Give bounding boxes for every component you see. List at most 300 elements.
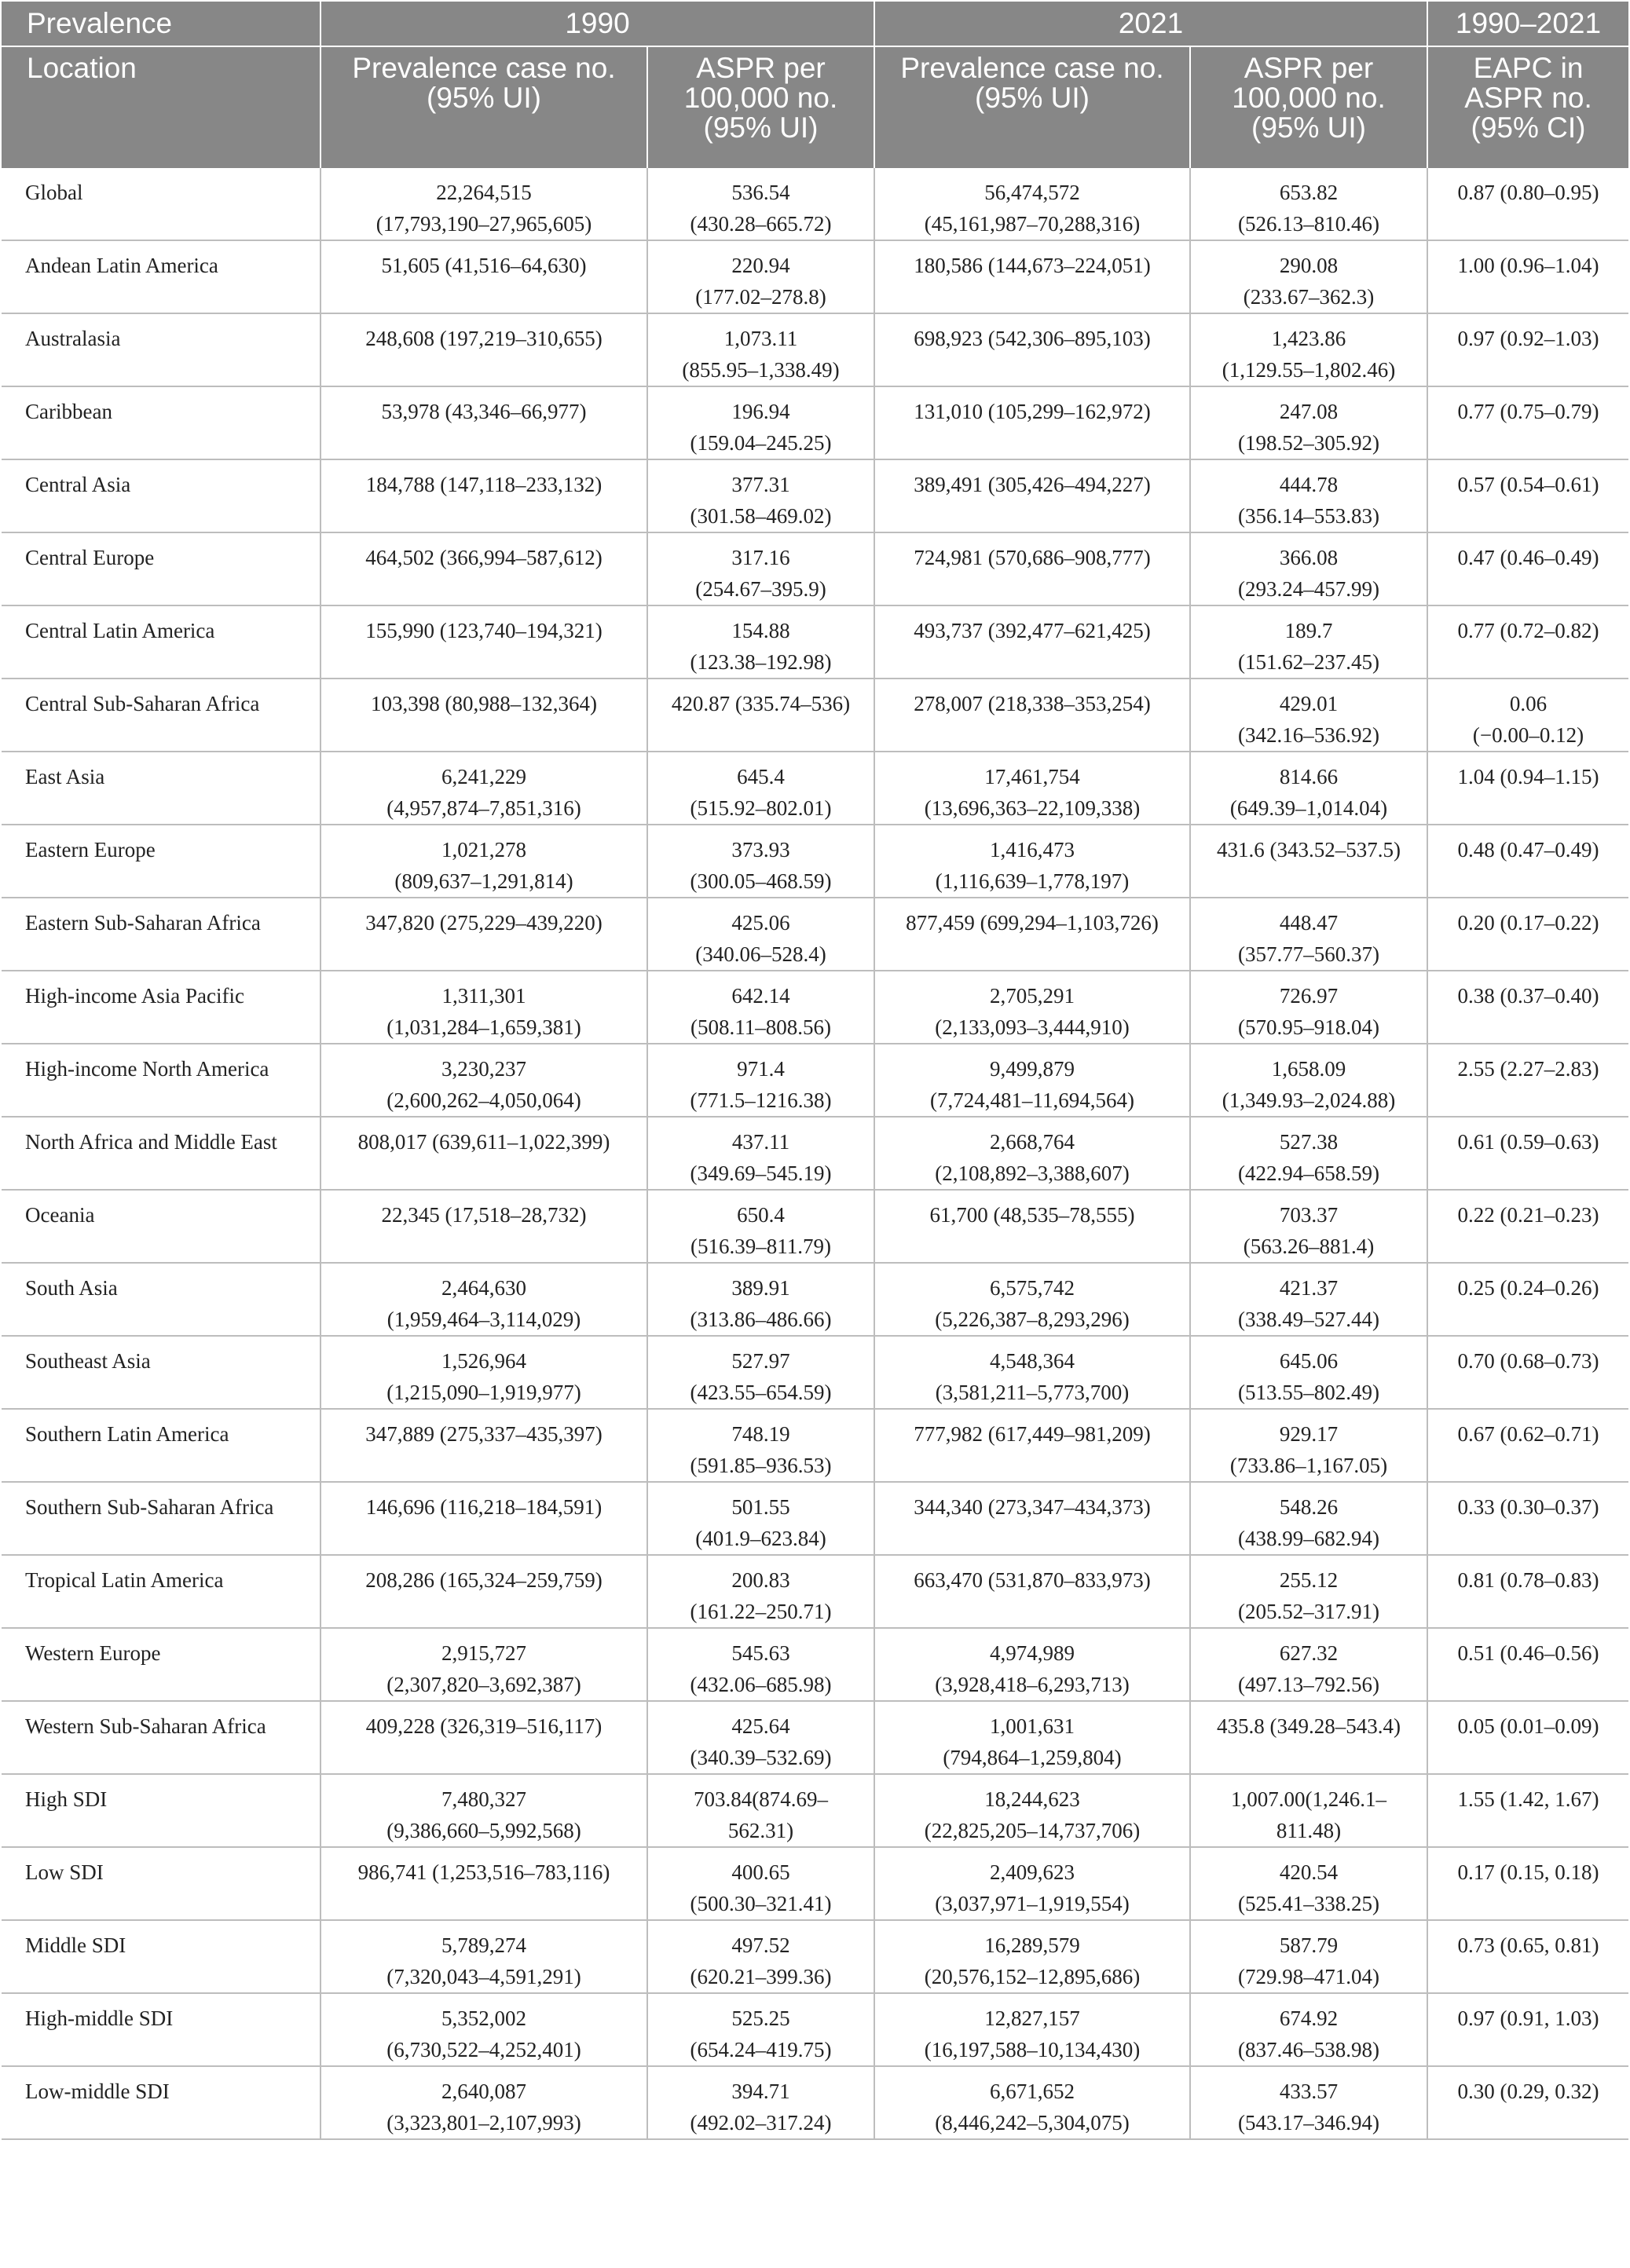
- cell-line: 425.64: [731, 1714, 790, 1738]
- cell-location: Caribbean: [2, 386, 321, 459]
- header-line: (95% UI): [975, 82, 1090, 114]
- cell-cases-2021: [874, 1263, 1190, 1336]
- cell-line: 2.55 (2.27–2.83): [1457, 1057, 1599, 1081]
- cell-line: (2,133,093–3,444,910): [935, 1015, 1130, 1039]
- cell-line: (733.86–1,167.05): [1229, 1454, 1388, 1477]
- cell-location: Southern Latin America: [2, 1409, 321, 1482]
- header-line: 100,000 no.: [1232, 82, 1386, 114]
- cell-eapc: [1427, 1701, 1628, 1774]
- cell-line: (515.92–802.01): [690, 796, 832, 820]
- cell-line: 409,228 (326,319–516,117): [365, 1714, 603, 1738]
- cell-line: 22,264,515: [436, 181, 532, 204]
- header-eapc: [1427, 46, 1628, 168]
- cell-eapc: [1427, 825, 1628, 898]
- cell-line: 1,001,631: [990, 1714, 1075, 1738]
- cell-aspr-1990: [647, 752, 874, 825]
- cell-aspr-2021: [1190, 679, 1427, 752]
- table-row: [2, 1117, 1628, 1190]
- cell-line: 674.92: [1279, 2006, 1339, 2030]
- cell-line: 663,470 (531,870–833,973): [914, 1568, 1151, 1592]
- cell-line: (570.95–918.04): [1238, 1015, 1379, 1039]
- cell-line: (516.39–811.79): [690, 1235, 831, 1258]
- table-row: [2, 240, 1628, 313]
- cell-line: (5,226,387–8,293,296): [935, 1308, 1130, 1331]
- cell-line: 437.11: [731, 1130, 790, 1154]
- cell-aspr-2021: [1190, 313, 1427, 386]
- cell-line: 0.17 (0.15, 0.18): [1457, 1860, 1599, 1884]
- cell-line: 0.47 (0.46–0.49): [1457, 546, 1599, 569]
- cell-line: 389,491 (305,426–494,227): [914, 473, 1151, 496]
- cell-aspr-2021: [1190, 1628, 1427, 1701]
- cell-line: 2,705,291: [990, 984, 1075, 1008]
- cell-line: (526.13–810.46): [1238, 212, 1379, 236]
- cell-cases-2021: [874, 1774, 1190, 1847]
- cell-cases-2021: [874, 1847, 1190, 1920]
- cell-cases-1990: [321, 1190, 647, 1263]
- cell-line: 464,502 (366,994–587,612): [365, 546, 603, 569]
- table-row: [2, 313, 1628, 386]
- cell-cases-1990: [321, 1263, 647, 1336]
- cell-line: 1,658.09: [1271, 1057, 1346, 1081]
- table-row: [2, 898, 1628, 971]
- cell-eapc: [1427, 386, 1628, 459]
- cell-line: (4,957,874–7,851,316): [386, 796, 581, 820]
- cell-line: 2,464,630: [441, 1276, 526, 1300]
- cell-eapc: [1427, 1409, 1628, 1482]
- prevalence-table: [2, 2, 1628, 2140]
- cell-eapc: [1427, 240, 1628, 313]
- cell-line: 0.48 (0.47–0.49): [1457, 838, 1599, 861]
- cell-line: 2,915,727: [441, 1641, 526, 1665]
- cell-line: 724,981 (570,686–908,777): [914, 546, 1151, 569]
- cell-aspr-1990: [647, 313, 874, 386]
- cell-line: (809,637–1,291,814): [394, 869, 573, 893]
- cell-aspr-2021: [1190, 168, 1427, 240]
- cell-line: (198.52–305.92): [1238, 431, 1379, 455]
- cell-cases-1990: [321, 1336, 647, 1409]
- cell-cases-2021: [874, 971, 1190, 1044]
- cell-location: East Asia: [2, 752, 321, 825]
- cell-line: (430.28–665.72): [690, 212, 832, 236]
- cell-line: 536.54: [731, 181, 790, 204]
- cell-line: 433.57: [1279, 2080, 1339, 2103]
- cell-line: (293.24–457.99): [1238, 577, 1379, 601]
- cell-line: 1.00 (0.96–1.04): [1457, 254, 1599, 277]
- table-header: [2, 2, 1628, 168]
- cell-aspr-1990: [647, 1774, 874, 1847]
- cell-line: (2,600,262–4,050,064): [386, 1088, 581, 1112]
- cell-line: 0.05 (0.01–0.09): [1457, 1714, 1599, 1738]
- cell-cases-2021: [874, 459, 1190, 532]
- table-row: [2, 1847, 1628, 1920]
- header-line: 100,000 no.: [683, 82, 838, 114]
- cell-line: (342.16–536.92): [1238, 723, 1379, 747]
- cell-aspr-2021: [1190, 1263, 1427, 1336]
- cell-line: 220.94: [731, 254, 790, 277]
- cell-line: (123.38–192.98): [690, 650, 832, 674]
- cell-line: (3,581,211–5,773,700): [935, 1381, 1130, 1404]
- cell-line: 703.37: [1279, 1203, 1339, 1227]
- cell-line: 61,700 (48,535–78,555): [929, 1203, 1135, 1227]
- cell-line: 377.31: [731, 473, 790, 496]
- cell-line: (9,386,660–5,992,568): [386, 1819, 581, 1842]
- cell-line: 0.51 (0.46–0.56): [1457, 1641, 1599, 1665]
- cell-line: (3,323,801–2,107,993): [386, 2111, 581, 2134]
- cell-line: (17,793,190–27,965,605): [375, 212, 592, 236]
- cell-line: 448.47: [1279, 911, 1339, 935]
- cell-cases-1990: [321, 532, 647, 605]
- cell-line: 9,499,879: [990, 1057, 1075, 1081]
- cell-line: 200.83: [731, 1568, 790, 1592]
- cell-cases-2021: [874, 1409, 1190, 1482]
- cell-line: (492.02–317.24): [690, 2111, 832, 2134]
- cell-cases-2021: [874, 898, 1190, 971]
- cell-line: 6,241,229: [441, 765, 526, 788]
- header-group-1990: 1990: [321, 2, 874, 46]
- cell-line: (349.69–545.19): [690, 1161, 832, 1185]
- cell-cases-2021: [874, 1117, 1190, 1190]
- cell-aspr-2021: [1190, 1482, 1427, 1555]
- cell-line: (301.58–469.02): [690, 504, 832, 528]
- cell-line: 1.04 (0.94–1.15): [1457, 765, 1599, 788]
- cell-location: Oceania: [2, 1190, 321, 1263]
- cell-eapc: [1427, 971, 1628, 1044]
- cell-cases-2021: [874, 313, 1190, 386]
- table-row: [2, 1044, 1628, 1117]
- cell-line: (356.14–553.83): [1238, 504, 1379, 528]
- cell-line: (161.22–250.71): [690, 1600, 832, 1623]
- table-row: [2, 386, 1628, 459]
- cell-line: 0.97 (0.91, 1.03): [1457, 2006, 1599, 2030]
- cell-line: 0.22 (0.21–0.23): [1457, 1203, 1599, 1227]
- cell-cases-1990: [321, 1117, 647, 1190]
- cell-line: 317.16: [731, 546, 790, 569]
- cell-aspr-2021: [1190, 2066, 1427, 2139]
- cell-line: 501.55: [731, 1495, 790, 1519]
- cell-line: 56,474,572: [984, 181, 1080, 204]
- cell-line: (8,446,242–5,304,075): [935, 2111, 1130, 2134]
- cell-line: (513.55–802.49): [1238, 1381, 1379, 1404]
- cell-line: 155,990 (123,740–194,321): [365, 619, 603, 642]
- cell-cases-2021: [874, 532, 1190, 605]
- cell-line: (497.13–792.56): [1238, 1673, 1379, 1696]
- cell-eapc: [1427, 1847, 1628, 1920]
- cell-aspr-1990: [647, 1847, 874, 1920]
- cell-cases-2021: [874, 1993, 1190, 2066]
- cell-aspr-1990: [647, 1263, 874, 1336]
- table-row: [2, 1482, 1628, 1555]
- cell-line: 196.94: [731, 400, 790, 423]
- header-aspr-1990: [647, 46, 874, 168]
- header-line: ASPR per: [1244, 52, 1374, 84]
- table-row: [2, 1774, 1628, 1847]
- header-row-groups: [2, 2, 1628, 46]
- cell-location: Low-middle SDI: [2, 2066, 321, 2139]
- cell-line: (254.67–395.9): [695, 577, 826, 601]
- cell-line: 18,244,623: [984, 1787, 1080, 1811]
- cell-line: (422.94–658.59): [1238, 1161, 1379, 1185]
- cell-aspr-2021: [1190, 1409, 1427, 1482]
- cell-aspr-2021: [1190, 971, 1427, 1044]
- cell-cases-2021: [874, 2066, 1190, 2139]
- cell-cases-1990: [321, 605, 647, 679]
- cell-line: (1,215,090–1,919,977): [386, 1381, 581, 1404]
- cell-line: 4,974,989: [990, 1641, 1075, 1665]
- cell-cases-1990: [321, 168, 647, 240]
- cell-line: (151.62–237.45): [1238, 650, 1379, 674]
- cell-line: 1,073.11: [723, 327, 798, 350]
- header-line: Prevalence case no.: [352, 52, 616, 84]
- cell-line: (13,696,363–22,109,338): [924, 796, 1141, 820]
- cell-line: 877,459 (699,294–1,103,726): [906, 911, 1159, 935]
- cell-cases-2021: [874, 1701, 1190, 1774]
- cell-line: (654.24–419.75): [690, 2038, 832, 2061]
- table-row: [2, 1555, 1628, 1628]
- cell-eapc: [1427, 898, 1628, 971]
- header-prevalence: Prevalence: [2, 2, 321, 46]
- cell-aspr-1990: [647, 240, 874, 313]
- cell-line: (525.41–338.25): [1238, 1892, 1379, 1915]
- cell-cases-1990: [321, 313, 647, 386]
- cell-cases-1990: [321, 1555, 647, 1628]
- cell-line: 0.25 (0.24–0.26): [1457, 1276, 1599, 1300]
- cell-line: (−0.00–0.12): [1472, 723, 1584, 747]
- table-row: [2, 1336, 1628, 1409]
- cell-location: High SDI: [2, 1774, 321, 1847]
- cell-line: 290.08: [1279, 254, 1339, 277]
- cell-line: 16,289,579: [984, 1933, 1080, 1957]
- cell-cases-1990: [321, 1847, 647, 1920]
- cell-line: 278,007 (218,338–353,254): [914, 692, 1151, 715]
- cell-line: 527.97: [731, 1349, 790, 1373]
- cell-aspr-2021: [1190, 1117, 1427, 1190]
- cell-aspr-1990: [647, 1628, 874, 1701]
- cell-cases-1990: [321, 386, 647, 459]
- cell-aspr-2021: [1190, 752, 1427, 825]
- cell-cases-2021: [874, 1482, 1190, 1555]
- cell-line: (205.52–317.91): [1238, 1600, 1379, 1623]
- cell-location: Eastern Sub-Saharan Africa: [2, 898, 321, 971]
- cell-line: (20,576,152–12,895,686): [924, 1965, 1141, 1988]
- cell-line: 366.08: [1279, 546, 1339, 569]
- cell-line: (159.04–245.25): [690, 431, 832, 455]
- table-body: [2, 168, 1628, 2139]
- cell-line: 53,978 (43,346–66,977): [381, 400, 587, 423]
- cell-line: (401.9–623.84): [695, 1527, 826, 1550]
- cell-line: 0.57 (0.54–0.61): [1457, 473, 1599, 496]
- cell-line: 986,741 (1,253,516–783,116): [357, 1860, 610, 1884]
- cell-line: (177.02–278.8): [695, 285, 826, 309]
- cell-cases-2021: [874, 168, 1190, 240]
- cell-line: 2,409,623: [990, 1860, 1075, 1884]
- cell-line: 0.81 (0.78–0.83): [1457, 1568, 1599, 1592]
- cell-line: 103,398 (80,988–132,364): [371, 692, 597, 715]
- cell-line: 726.97: [1279, 984, 1339, 1008]
- cell-line: (620.21–399.36): [690, 1965, 832, 1988]
- cell-aspr-1990: [647, 459, 874, 532]
- cell-line: 6,575,742: [990, 1276, 1075, 1300]
- cell-aspr-2021: [1190, 898, 1427, 971]
- cell-aspr-2021: [1190, 1701, 1427, 1774]
- cell-eapc: [1427, 605, 1628, 679]
- cell-line: 0.20 (0.17–0.22): [1457, 911, 1599, 935]
- cell-line: (3,037,971–1,919,554): [935, 1892, 1130, 1915]
- cell-cases-1990: [321, 1044, 647, 1117]
- cell-aspr-1990: [647, 1336, 874, 1409]
- cell-line: 154.88: [731, 619, 790, 642]
- cell-line: 421.37: [1279, 1276, 1339, 1300]
- cell-cases-2021: [874, 679, 1190, 752]
- cell-line: (300.05–468.59): [690, 869, 832, 893]
- cell-line: 1.55 (1.42, 1.67): [1457, 1787, 1599, 1811]
- cell-cases-2021: [874, 1920, 1190, 1993]
- cell-eapc: [1427, 1117, 1628, 1190]
- cell-line: 1,007.00(1,246.1–: [1231, 1787, 1386, 1811]
- cell-line: 444.78: [1279, 473, 1339, 496]
- table-row: [2, 1409, 1628, 1482]
- cell-location: Central Asia: [2, 459, 321, 532]
- cell-line: 347,820 (275,229–439,220): [365, 911, 603, 935]
- cell-eapc: [1427, 1774, 1628, 1847]
- cell-line: 344,340 (273,347–434,373): [914, 1495, 1151, 1519]
- cell-line: 1,423.86: [1271, 327, 1346, 350]
- cell-aspr-2021: [1190, 1336, 1427, 1409]
- cell-eapc: [1427, 168, 1628, 240]
- cell-aspr-1990: [647, 1555, 874, 1628]
- cell-cases-2021: [874, 605, 1190, 679]
- cell-aspr-1990: [647, 1117, 874, 1190]
- cell-line: (1,349.93–2,024.88): [1222, 1088, 1396, 1112]
- cell-line: 2,668,764: [990, 1130, 1075, 1154]
- table-row: [2, 1190, 1628, 1263]
- cell-line: (438.99–682.94): [1238, 1527, 1379, 1550]
- cell-line: 12,827,157: [984, 2006, 1080, 2030]
- cell-line: 497.52: [731, 1933, 790, 1957]
- cell-eapc: [1427, 1044, 1628, 1117]
- cell-line: (423.55–654.59): [690, 1381, 832, 1404]
- cell-location: Western Sub-Saharan Africa: [2, 1701, 321, 1774]
- cell-aspr-2021: [1190, 1555, 1427, 1628]
- cell-eapc: [1427, 1336, 1628, 1409]
- cell-line: 703.84(874.69–: [694, 1787, 828, 1811]
- cell-line: 180,586 (144,673–224,051): [914, 254, 1151, 277]
- cell-cases-2021: [874, 1336, 1190, 1409]
- cell-line: (22,825,205–14,737,706): [924, 1819, 1141, 1842]
- cell-location: Tropical Latin America: [2, 1555, 321, 1628]
- cell-aspr-2021: [1190, 1920, 1427, 1993]
- cell-line: 493,737 (392,477–621,425): [914, 619, 1151, 642]
- cell-aspr-2021: [1190, 459, 1427, 532]
- cell-line: 545.63: [731, 1641, 790, 1665]
- cell-line: 814.66: [1279, 765, 1339, 788]
- cell-aspr-2021: [1190, 532, 1427, 605]
- cell-line: 400.65: [731, 1860, 790, 1884]
- cell-line: 2,640,087: [441, 2080, 526, 2103]
- cell-line: 373.93: [731, 838, 790, 861]
- cell-line: 0.33 (0.30–0.37): [1457, 1495, 1599, 1519]
- cell-line: 548.26: [1279, 1495, 1339, 1519]
- cell-location: South Asia: [2, 1263, 321, 1336]
- table-row: [2, 1920, 1628, 1993]
- cell-cases-1990: [321, 1920, 647, 1993]
- cell-eapc: [1427, 752, 1628, 825]
- cell-location: High-middle SDI: [2, 1993, 321, 2066]
- cell-line: (794,864–1,259,804): [943, 1746, 1122, 1769]
- cell-line: (340.39–532.69): [690, 1746, 832, 1769]
- cell-aspr-1990: [647, 898, 874, 971]
- cell-cases-1990: [321, 1409, 647, 1482]
- cell-line: 347,889 (275,337–435,397): [365, 1422, 603, 1446]
- cell-line: 748.19: [731, 1422, 790, 1446]
- cell-line: (500.30–321.41): [690, 1892, 832, 1915]
- cell-line: (357.77–560.37): [1238, 942, 1379, 966]
- cell-line: 525.25: [731, 2006, 790, 2030]
- cell-eapc: [1427, 1920, 1628, 1993]
- cell-aspr-1990: [647, 1482, 874, 1555]
- cell-cases-1990: [321, 240, 647, 313]
- cell-eapc: [1427, 679, 1628, 752]
- cell-aspr-2021: [1190, 1774, 1427, 1847]
- cell-aspr-1990: [647, 679, 874, 752]
- cell-cases-1990: [321, 825, 647, 898]
- table-row: [2, 679, 1628, 752]
- cell-cases-1990: [321, 752, 647, 825]
- cell-line: 420.87 (335.74–536): [671, 692, 851, 715]
- header-row-columns: [2, 46, 1628, 168]
- header-group-2021: 2021: [874, 2, 1427, 46]
- cell-line: (1,129.55–1,802.46): [1222, 358, 1396, 382]
- cell-aspr-1990: [647, 605, 874, 679]
- table-row: [2, 752, 1628, 825]
- cell-location: Central Latin America: [2, 605, 321, 679]
- cell-line: 527.38: [1279, 1130, 1339, 1154]
- cell-line: 0.06: [1509, 692, 1548, 715]
- cell-line: 627.32: [1279, 1641, 1339, 1665]
- cell-line: 248,608 (197,219–310,655): [365, 327, 603, 350]
- cell-line: (340.06–528.4): [695, 942, 826, 966]
- cell-aspr-1990: [647, 1409, 874, 1482]
- cell-eapc: [1427, 1190, 1628, 1263]
- cell-location: Eastern Europe: [2, 825, 321, 898]
- cell-line: 389.91: [731, 1276, 790, 1300]
- cell-line: 184,788 (147,118–233,132): [365, 473, 603, 496]
- header-aspr-2021: [1190, 46, 1427, 168]
- cell-cases-2021: [874, 1628, 1190, 1701]
- cell-line: 0.77 (0.72–0.82): [1457, 619, 1599, 642]
- cell-aspr-2021: [1190, 1044, 1427, 1117]
- cell-cases-1990: [321, 971, 647, 1044]
- cell-line: 431.6 (343.52–537.5): [1217, 838, 1401, 861]
- cell-line: 1,526,964: [441, 1349, 526, 1373]
- table-row: [2, 971, 1628, 1044]
- cell-line: 0.38 (0.37–0.40): [1457, 984, 1599, 1008]
- cell-cases-1990: [321, 1993, 647, 2066]
- cell-line: (233.67–362.3): [1243, 285, 1375, 309]
- cell-line: (16,197,588–10,134,430): [924, 2038, 1141, 2061]
- cell-line: 0.30 (0.29, 0.32): [1457, 2080, 1599, 2103]
- header-location: [2, 46, 321, 168]
- cell-line: 4,548,364: [990, 1349, 1075, 1373]
- cell-location: Andean Latin America: [2, 240, 321, 313]
- cell-cases-1990: [321, 1628, 647, 1701]
- cell-line: 255.12: [1279, 1568, 1339, 1592]
- cell-line: (313.86–486.66): [690, 1308, 832, 1331]
- cell-location: Western Europe: [2, 1628, 321, 1701]
- cell-line: 777,982 (617,449–981,209): [914, 1422, 1151, 1446]
- cell-cases-2021: [874, 825, 1190, 898]
- header-cases-2021: [874, 46, 1190, 168]
- cell-line: 6,671,652: [990, 2080, 1075, 2103]
